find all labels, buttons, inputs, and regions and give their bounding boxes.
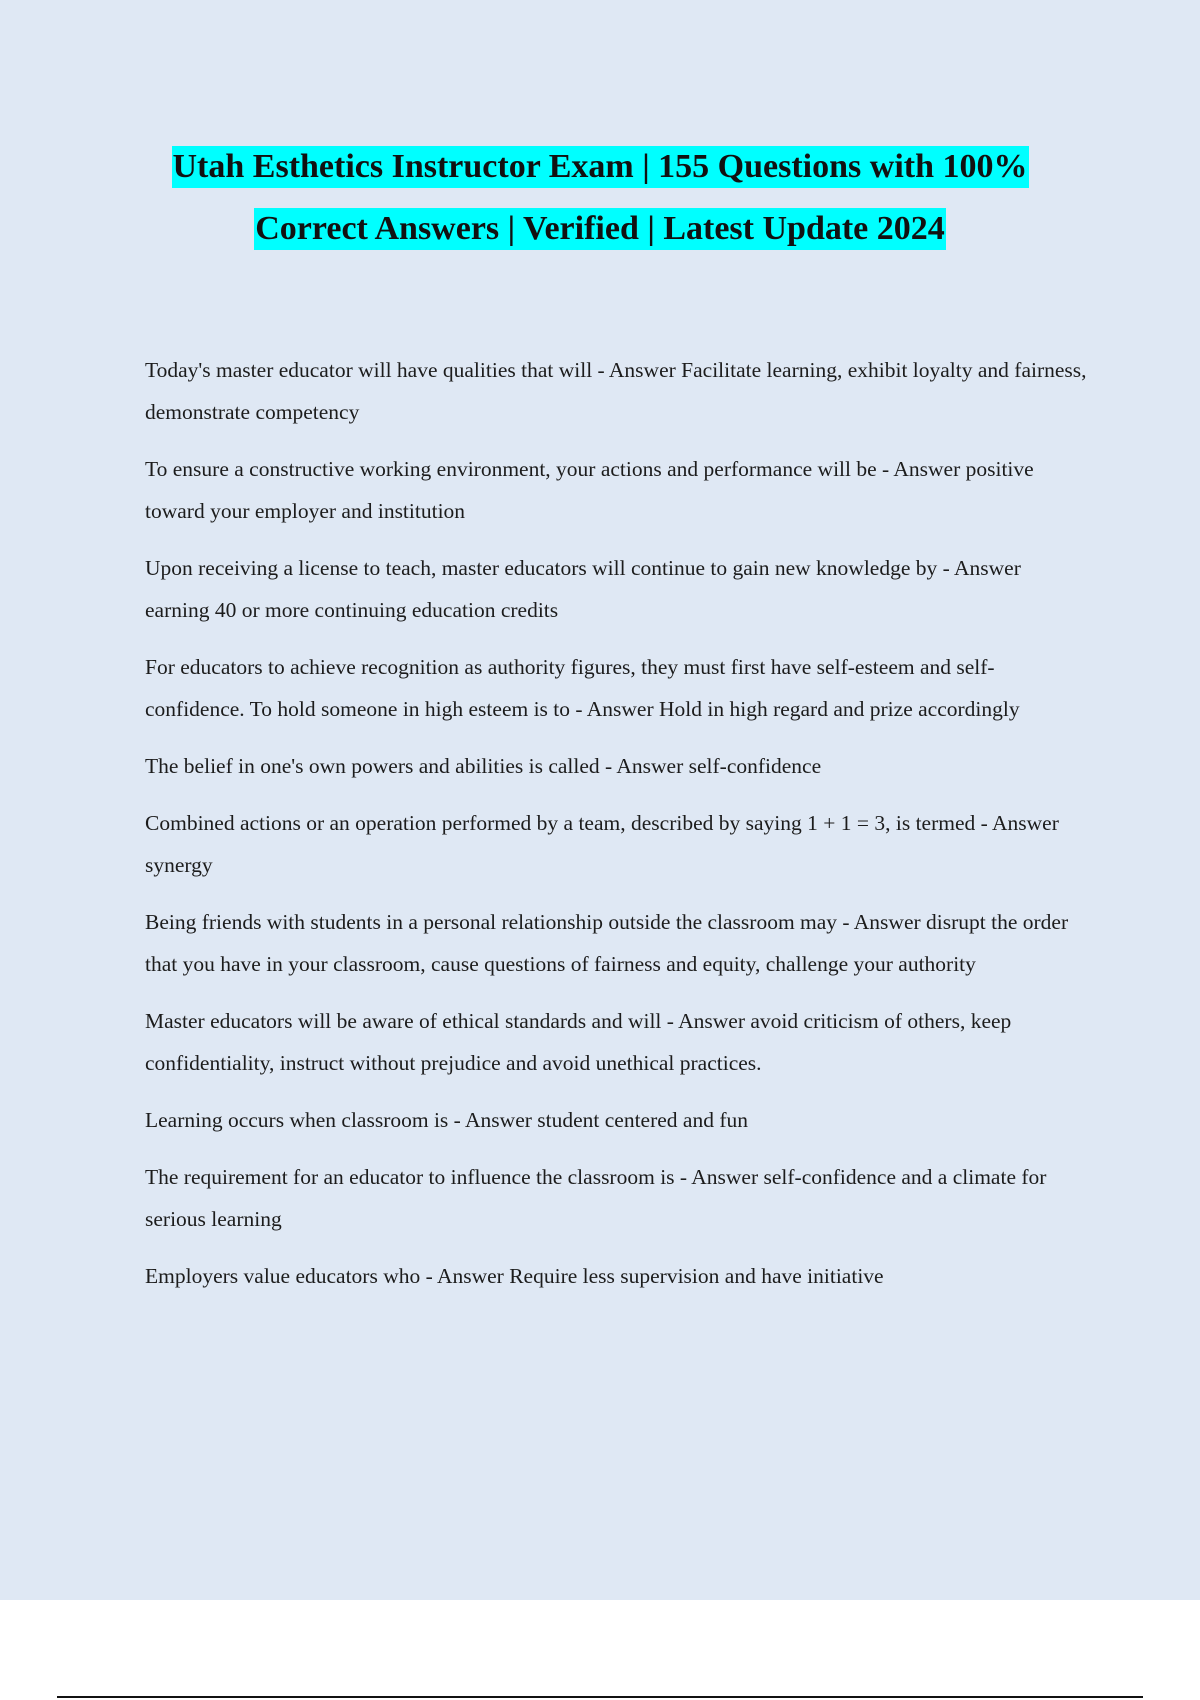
qa-item: The belief in one's own powers and abilities is called - Answer self-confidence xyxy=(145,754,822,778)
qa-item: For educators to achieve recognition as authority figures, they must first have self-esteem and self-confidence. To hold someone in high esteem is to - Answer Hold in high regard and prize accordingly xyxy=(145,655,1020,721)
qa-item: Employers value educators who - Answer Require less supervision and have initiative xyxy=(145,1264,884,1288)
qa-item: To ensure a constructive working environment, your actions and performance will be - Answer positive toward your employer and institution xyxy=(145,457,1034,523)
document-title xyxy=(0,136,1200,260)
title-line-2: Correct Answers | Verified | Latest Update 2024 xyxy=(254,208,946,250)
qa-item: Today's master educator will have qualities that will - Answer Facilitate learning, exhibit loyalty and fairness, demonstrate competency xyxy=(145,358,1087,424)
title-line-1: Utah Esthetics Instructor Exam | 155 Questions with 100% xyxy=(172,146,1029,188)
qa-item: Learning occurs when classroom is - Answer student centered and fun xyxy=(145,1108,749,1132)
footer-divider xyxy=(57,1696,1143,1698)
qa-item: Upon receiving a license to teach, master educators will continue to gain new knowledge by - Answer earning 40 or more continuing education credits xyxy=(145,556,1021,622)
qa-item: Combined actions or an operation performed by a team, described by saying 1 + 1 = 3, is termed - Answer synergy xyxy=(145,811,1059,877)
question-answer-list xyxy=(145,349,1090,1312)
qa-item: Master educators will be aware of ethical standards and will - Answer avoid criticism of others, keep confidentiality, instruct without prejudice and avoid unethical practices. xyxy=(145,1009,1012,1075)
qa-item: Being friends with students in a personal relationship outside the classroom may - Answer disrupt the order that you have in your classroom, cause questions of fairness and equity, challenge your authority xyxy=(145,910,1069,976)
qa-item: The requirement for an educator to influence the classroom is - Answer self-confidence and a climate for serious learning xyxy=(145,1165,1047,1231)
